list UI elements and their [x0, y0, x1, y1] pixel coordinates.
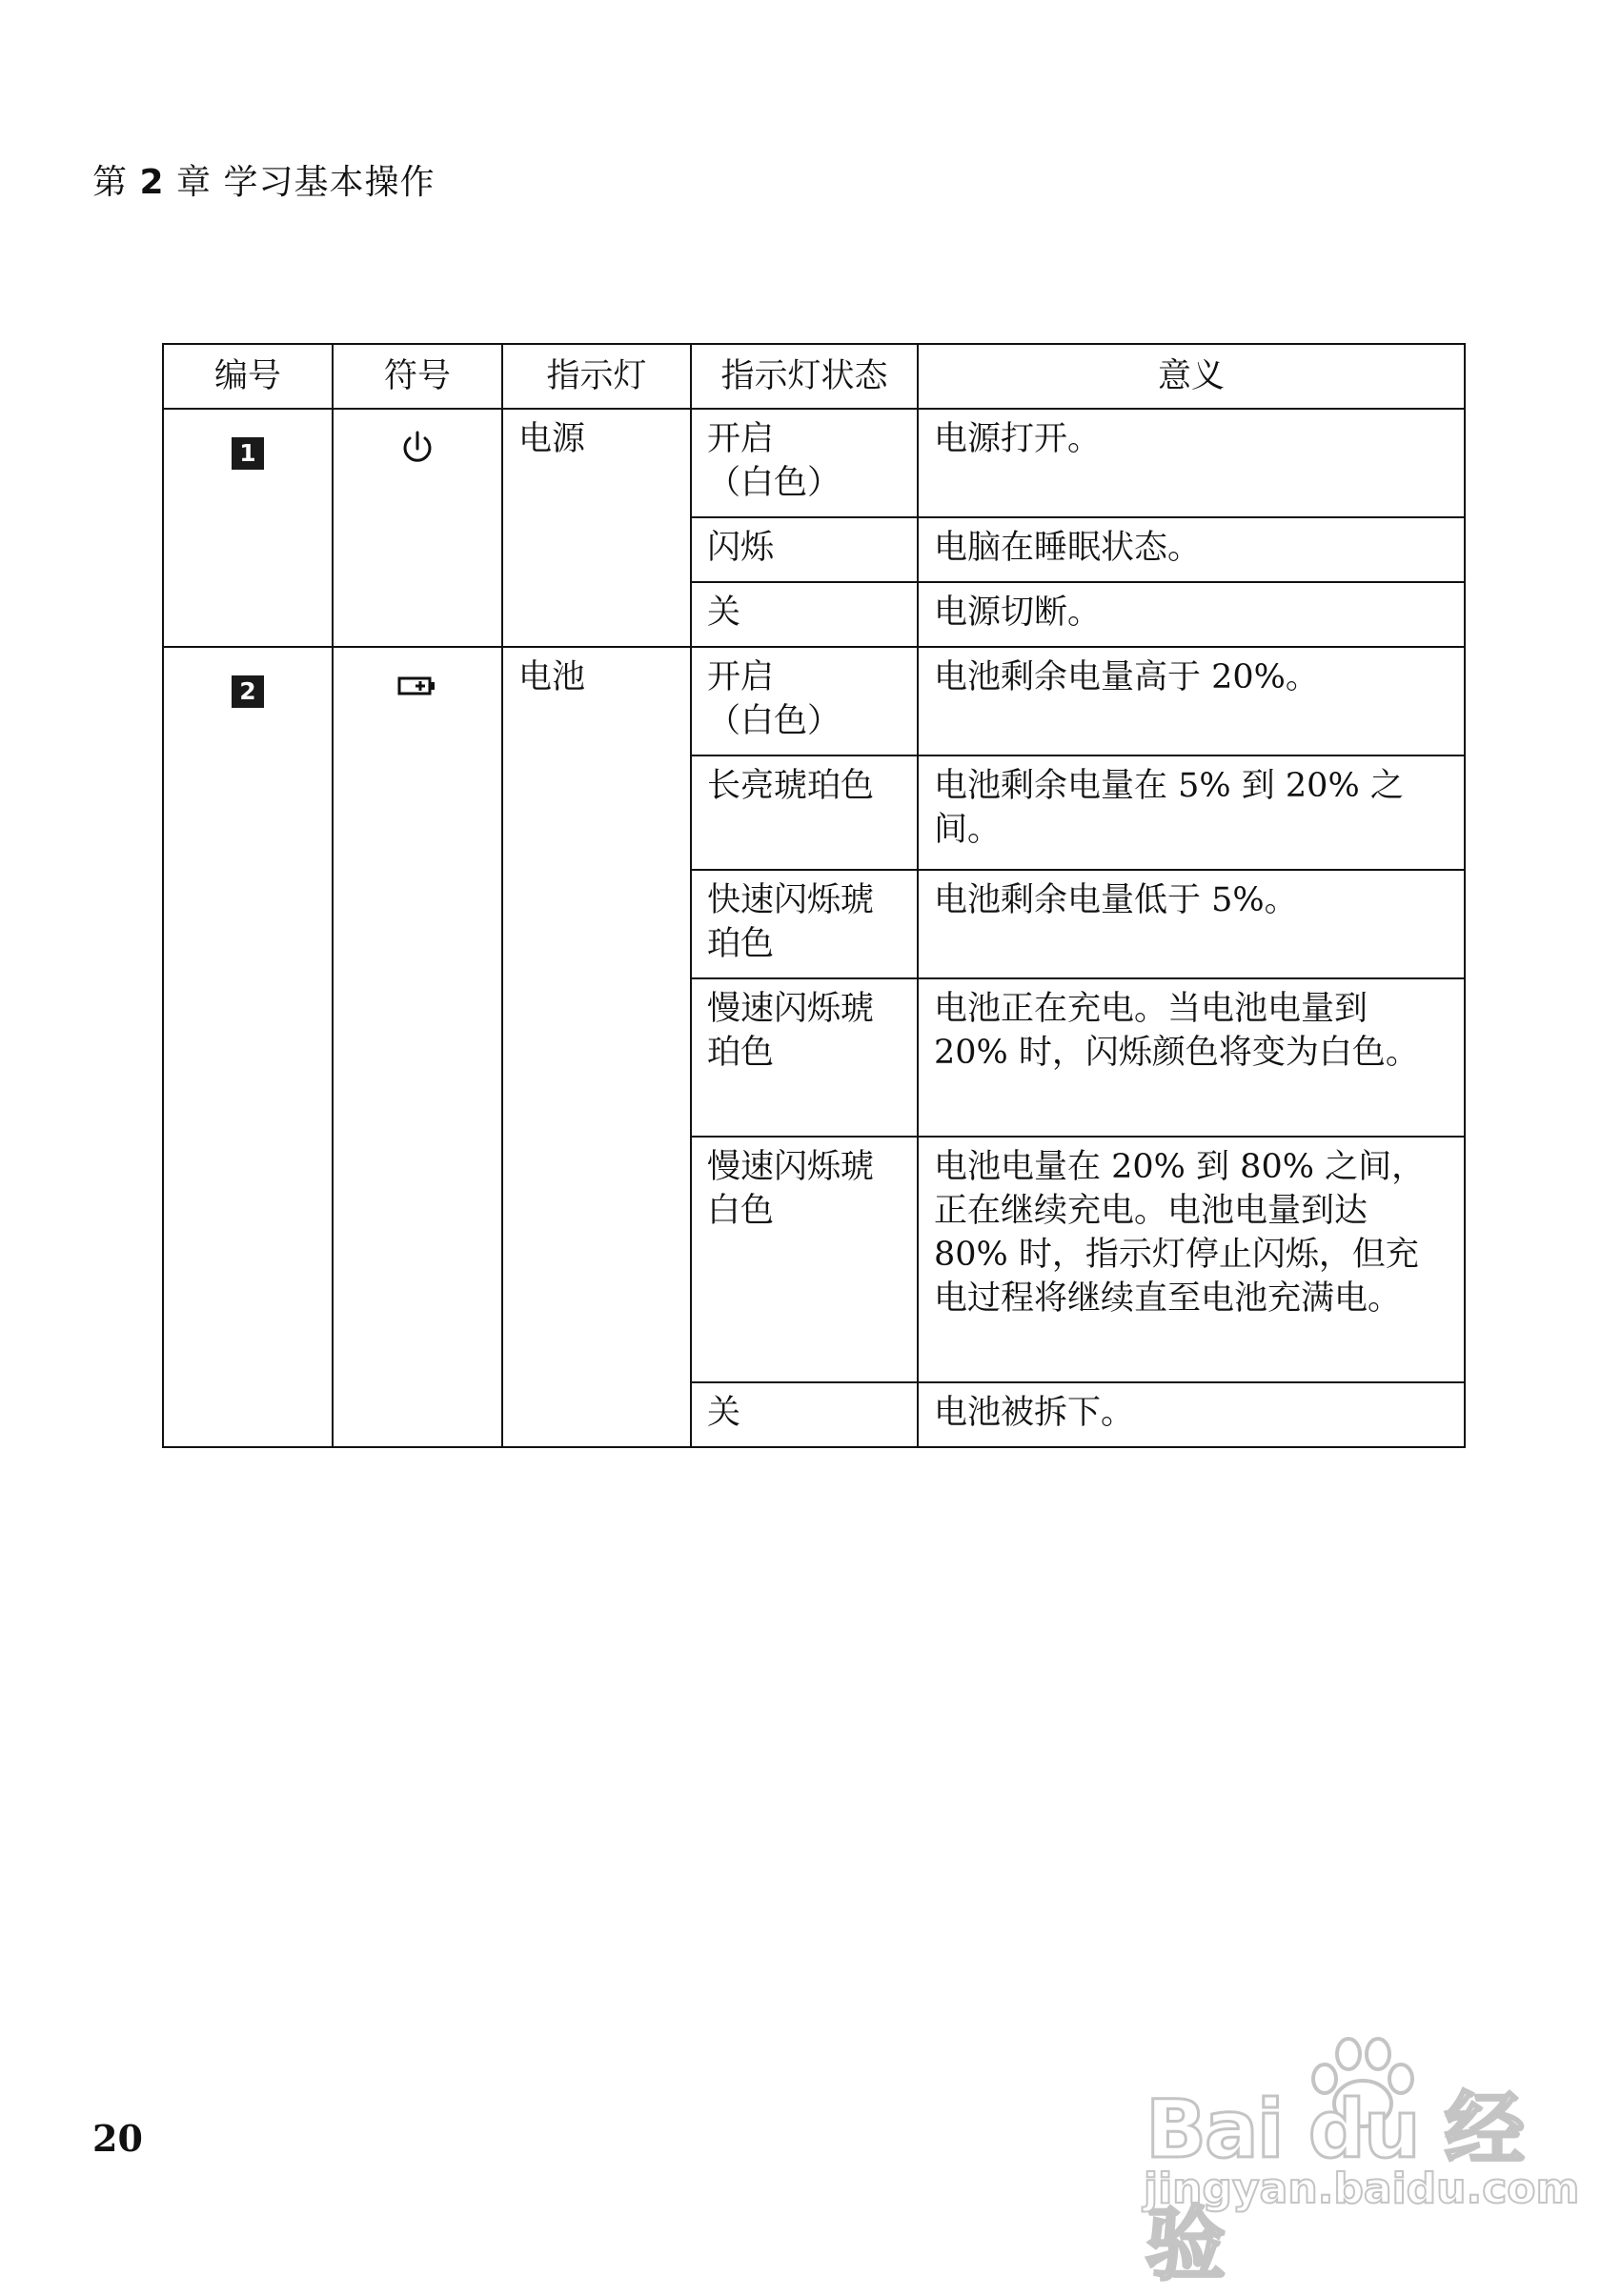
indicator-table [162, 343, 1466, 1448]
indicator-meaning: 电池正在充电。当电池电量到 20% 时，闪烁颜色将变为白色。 [918, 978, 1465, 1137]
indicator-state: 慢速闪烁琥珀色 [691, 978, 918, 1137]
indicator-meaning: 电池被拆下。 [918, 1382, 1465, 1447]
row-number-cell [163, 409, 333, 647]
indicator-state: 关 [691, 582, 918, 647]
battery-charging-icon [396, 667, 438, 711]
table-header-row [163, 344, 1465, 409]
header-symbol: 符号 [333, 344, 502, 409]
indicator-meaning: 电脑在睡眠状态。 [918, 517, 1465, 582]
indicator-state: 开启 （白色） [691, 409, 918, 517]
symbol-cell [333, 647, 502, 1447]
baidu-watermark [1125, 2029, 1580, 2291]
power-icon [398, 429, 436, 478]
indicator-meaning: 电池剩余电量低于 5%。 [918, 870, 1465, 978]
indicator-state: 长亮琥珀色 [691, 755, 918, 870]
number-badge: 1 [232, 437, 264, 470]
indicator-state: 快速闪烁琥珀色 [691, 870, 918, 978]
row-number-cell [163, 647, 333, 1447]
table-row [163, 409, 1465, 517]
indicator-state: 闪烁 [691, 517, 918, 582]
indicator-name: 电池 [502, 647, 691, 1447]
watermark-logo: Bai du 经验 [1145, 2083, 1523, 2291]
indicator-meaning: 电源打开。 [918, 409, 1465, 517]
indicator-meaning: 电池剩余电量高于 20%。 [918, 647, 1465, 755]
number-badge: 2 [232, 675, 264, 708]
header-indicator-state: 指示灯状态 [691, 344, 918, 409]
header-number: 编号 [163, 344, 333, 409]
indicator-state: 慢速闪烁琥白色 [691, 1137, 918, 1382]
indicator-state: 关 [691, 1382, 918, 1447]
indicator-meaning: 电池电量在 20% 到 80% 之间，正在继续充电。电池电量到达 80% 时，指示灯停止闪烁，但充电过程将继续直至电池充满电。 [918, 1137, 1465, 1382]
indicator-name: 电源 [502, 409, 691, 647]
chapter-heading: 第 2 章 学习基本操作 [92, 163, 436, 202]
header-indicator: 指示灯 [502, 344, 691, 409]
indicator-meaning: 电源切断。 [918, 582, 1465, 647]
table-row [163, 647, 1465, 755]
indicator-meaning: 电池剩余电量在 5% 到 20% 之间。 [918, 755, 1465, 870]
header-meaning: 意义 [918, 344, 1465, 409]
watermark-url: jingyan.baidu.com [1144, 2165, 1580, 2213]
indicator-state: 开启 （白色） [691, 647, 918, 755]
page-number: 20 [92, 2117, 143, 2160]
symbol-cell [333, 409, 502, 647]
